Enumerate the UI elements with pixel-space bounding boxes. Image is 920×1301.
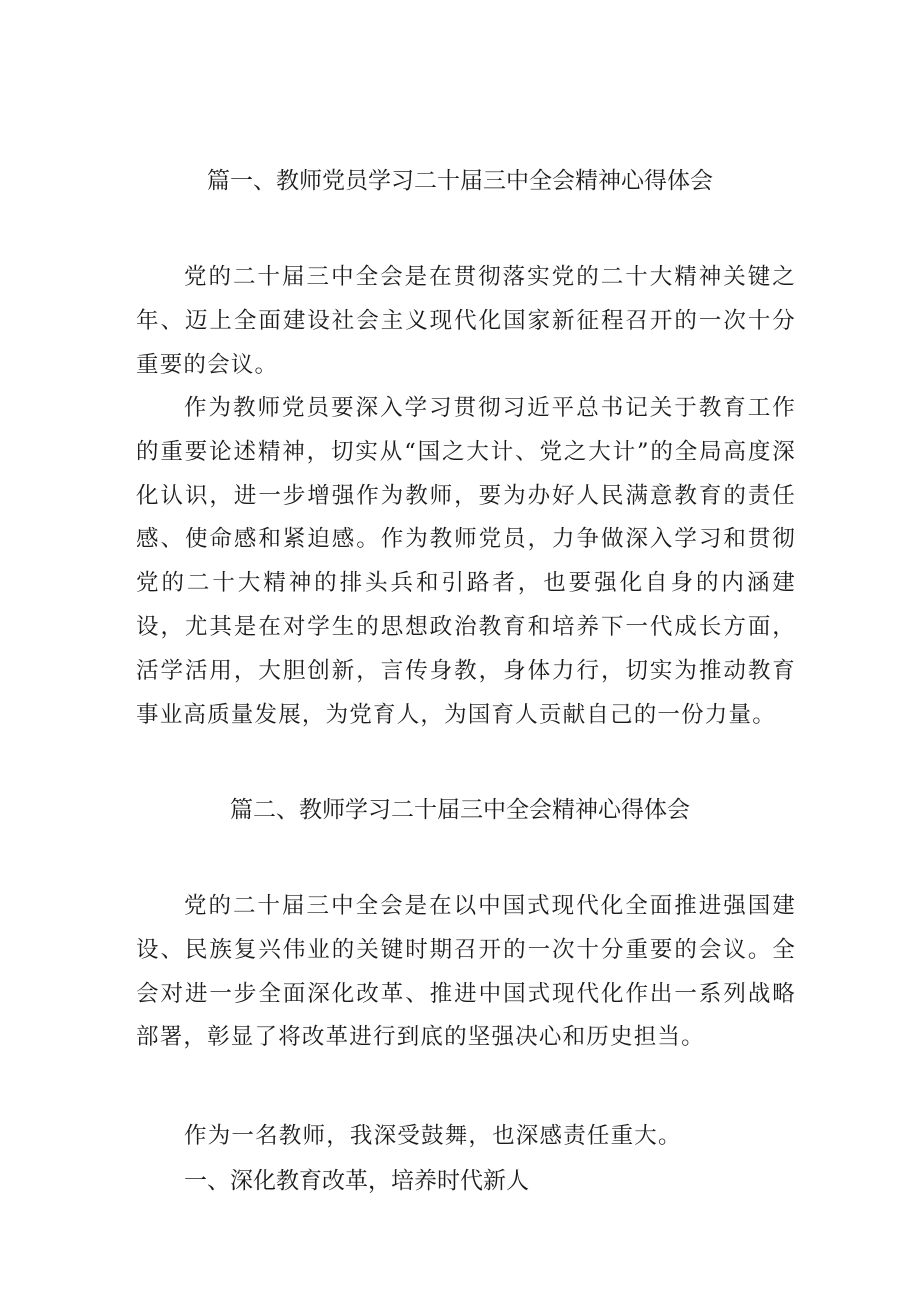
section-1-paragraph-2: 作为教师党员要深入学习贯彻习近平总书记关于教育工作的重要论述精神，切实从“国之大计、党之大计”的全局高度深化认识，进一步增强作为教师，要为办好人民满意教育的责任感、使命感和紧迫感。作为教师党员，力争做深入学习和贯彻党的二十大精神的排头兵和引路者，也要强化自身的内涵建设，尤其是在对学生的思想政治教育和培养下一代成长方面，活学活用，大胆创新，言传身教，身体力行，切实为推动教育事业高质量发展，为党育人，为国育人贡献自己的一份力量。 <box>136 395 796 728</box>
section-2-paragraph-1: 党的二十届三中全会是在以中国式现代化全面推进强国建设、民族复兴伟业的关键时期召开的一次十分重要的会议。全会对进一步全面深化改革、推进中国式现代化作出一系列战略部署，彰显了将改革进行到底的坚强决心和历史担当。 <box>136 893 796 1051</box>
section-2-subheading: 一、深化教育改革，培养时代新人 <box>184 1168 529 1194</box>
section-1-title: 篇一、教师党员学习二十届三中全会精神心得体会 <box>207 168 713 194</box>
section-2-title: 篇二、教师学习二十届三中全会精神心得体会 <box>230 797 690 823</box>
section-1-paragraph-1: 党的二十届三中全会是在贯彻落实党的二十大精神关键之年、迈上全面建设社会主义现代化国家新征程召开的一次十分重要的会议。 <box>136 264 796 378</box>
section-2-paragraph-2: 作为一名教师，我深受鼓舞，也深感责任重大。 <box>184 1123 682 1149</box>
